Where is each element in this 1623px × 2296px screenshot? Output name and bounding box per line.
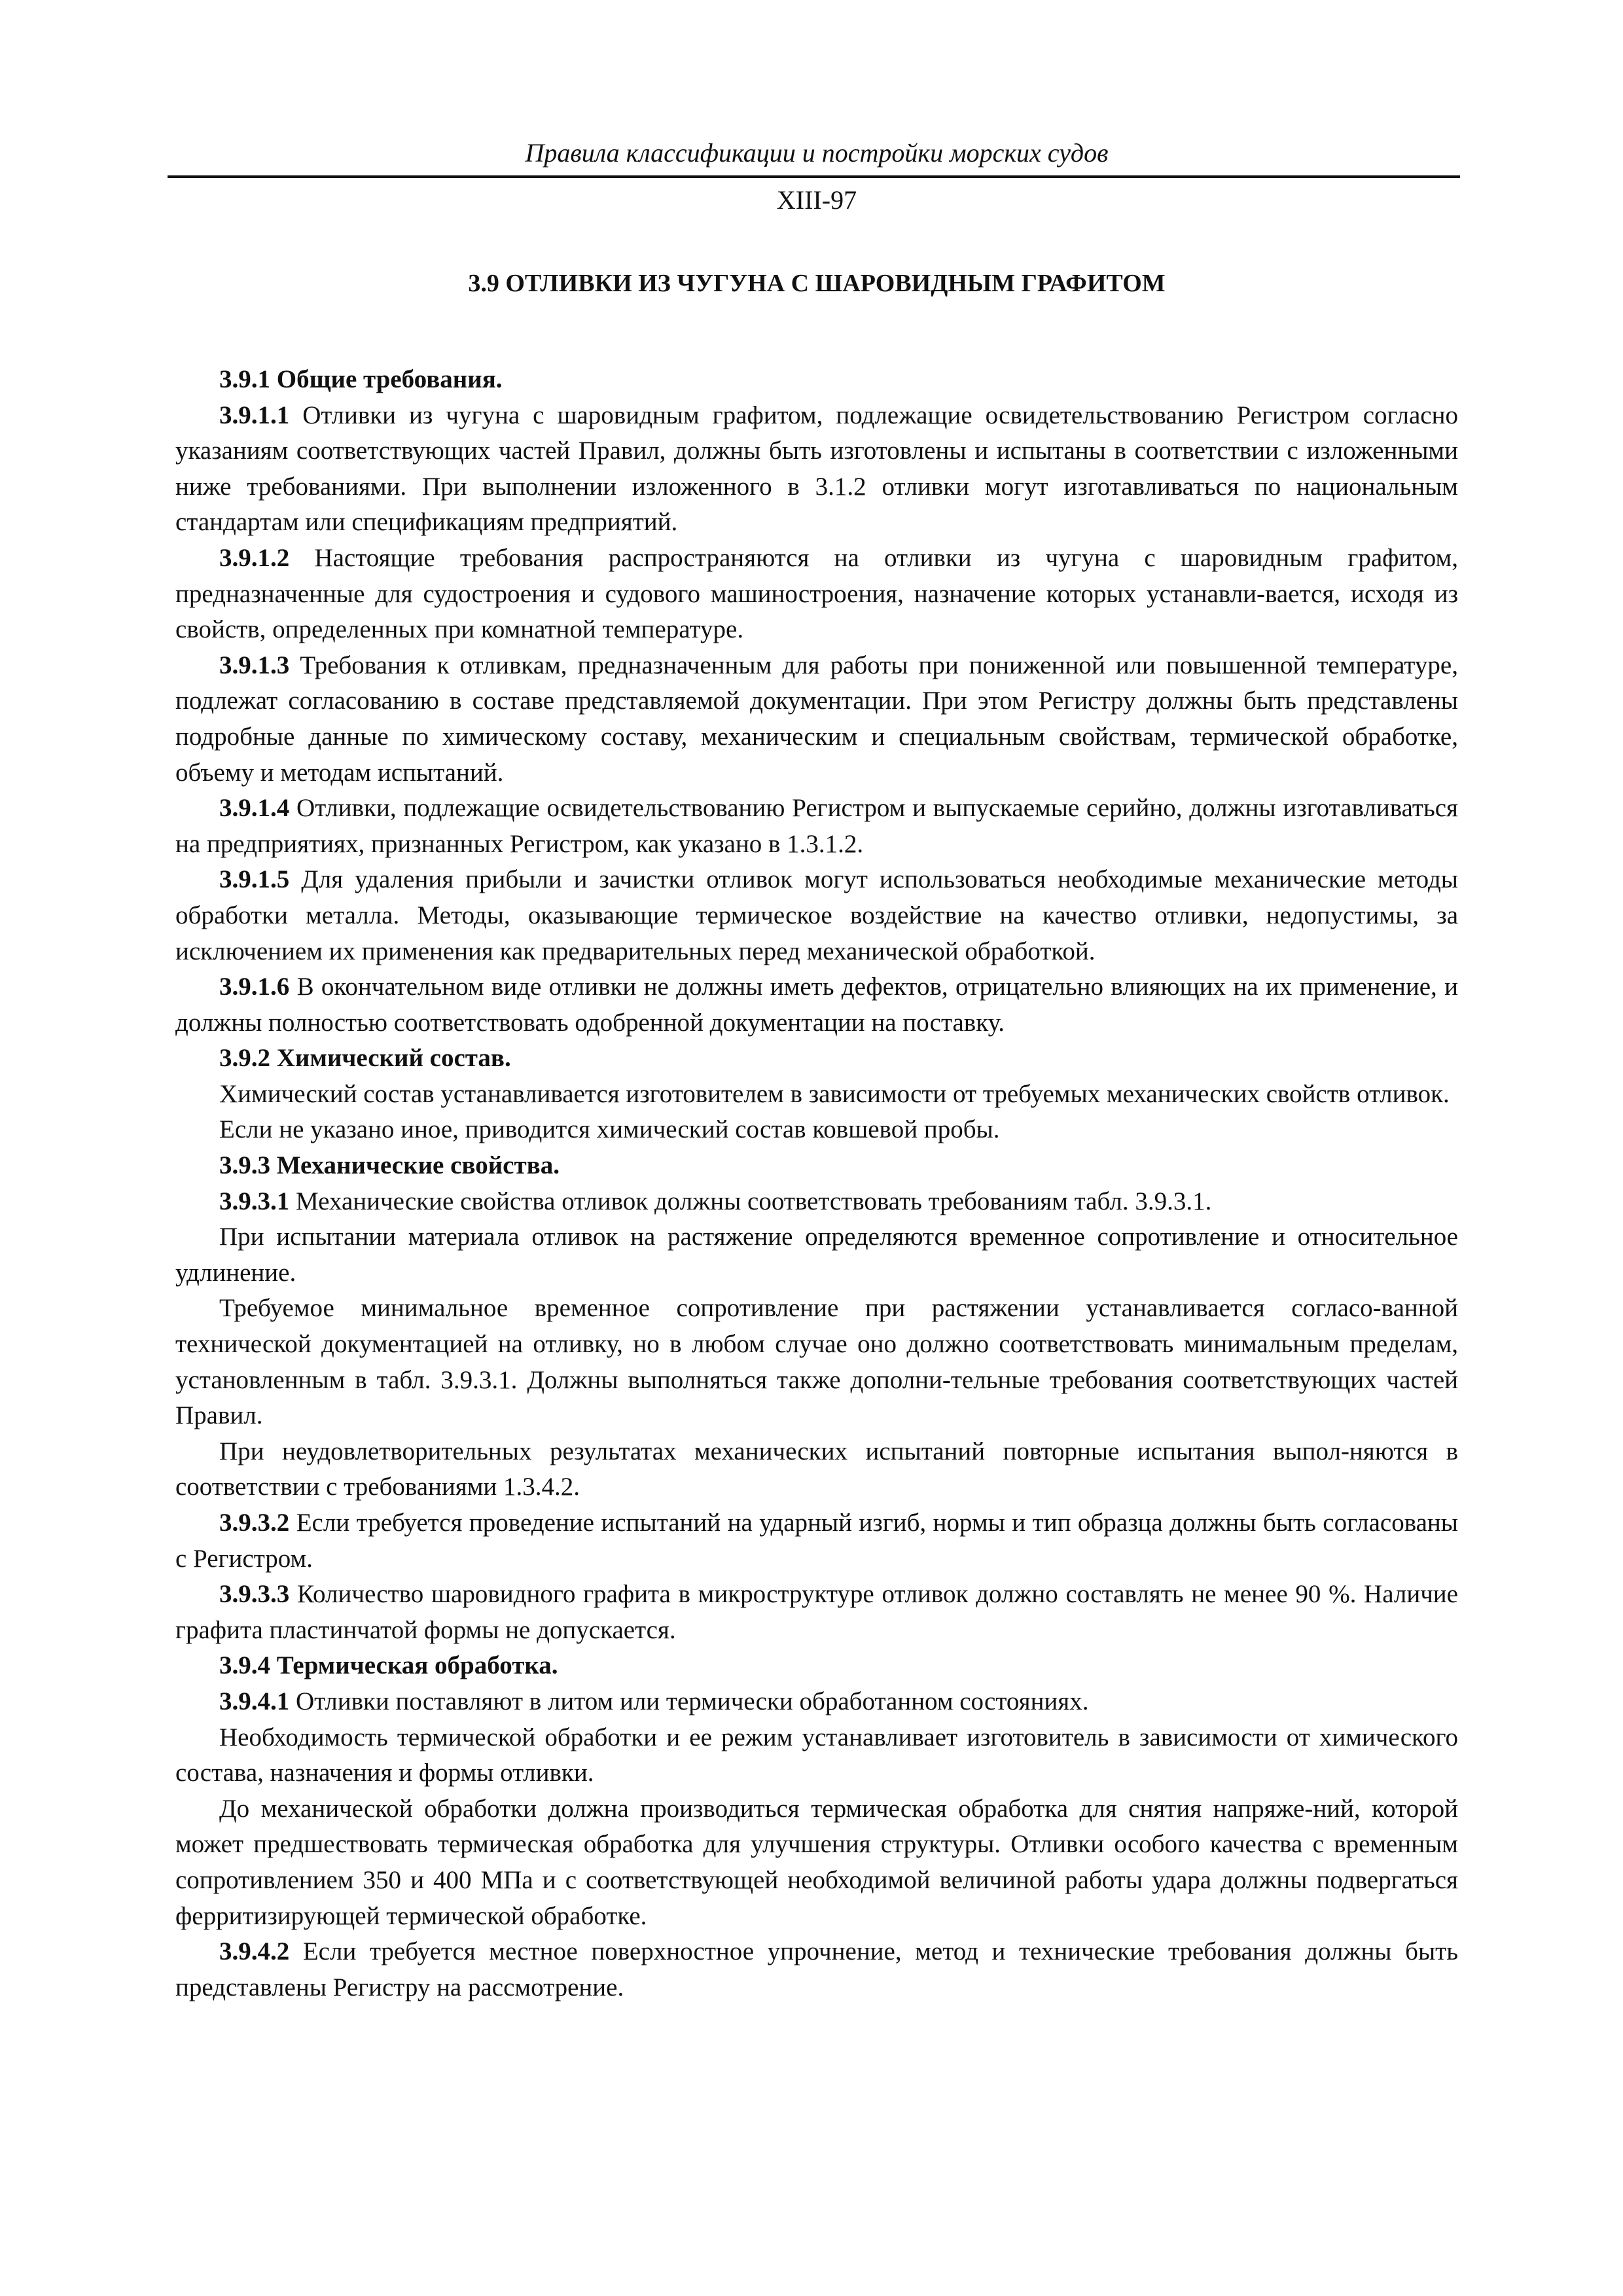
subsection-heading [175, 1648, 1458, 1684]
paragraph [175, 1934, 1458, 2005]
paragraph-text: Отливки из чугуна с шаровидным графитом, подлежащие освидетельствованию Регистром согласно указаниям соответствующих частей Правил, должны быть изготовлены и испытаны в соответствии с изложенными ниже требованиями. При выполнении изложенного в 3.1.2 отливки могут изготавливаться по национальным стандартам или спецификациям предприятий. [175, 401, 1458, 537]
paragraph-text: Настоящие требования распространяются на отливки из чугуна с шаровидным графитом, предназначенные для судостроения и судового машиностроения, назначение которых устанавли-вается, исходя из свойств, определенных при комнатной температуре. [175, 543, 1458, 644]
section-title: 3.9 ОТЛИВКИ ИЗ ЧУГУНА С ШАРОВИДНЫМ ГРАФИТОМ [468, 270, 1166, 297]
paragraph [175, 1077, 1458, 1113]
paragraph-number: 3.9.4.2 [219, 1937, 290, 1966]
paragraph [175, 1684, 1458, 1720]
paragraph-text: При неудовлетворительных результатах механических испытаний повторные испытания выпол-няются в соответствии с требованиями 1.3.4.2. [175, 1437, 1458, 1501]
paragraph-text: В окончательном виде отливки не должны иметь дефектов, отрицательно влияющих на их применение, и должны полностью соответствовать одобренной документации на поставку. [175, 973, 1458, 1037]
paragraph-text: Для удаления прибыли и зачистки отливок могут использоваться необходимые механические методы обработки металла. Методы, оказывающие термическое воздействие на качество отливки, недопустимы, за исключением их применения как предварительных перед механической обработкой. [175, 865, 1458, 965]
paragraph-text: До механической обработки должна производиться термическая обработка для снятия напряже-ний, которой может предшествовать термическая обработка для улучшения структуры. Отливки особого качества с временным сопротивлением 350 и 400 МПа и с соответствующей необходимой величиной работы удара должны подвергаться ферритизирующей термической обработке. [175, 1794, 1458, 1930]
paragraph-number: 3.9.1.4 [219, 794, 290, 823]
paragraph-text: Если не указано иное, приводится химический состав ковшевой пробы. [219, 1115, 1000, 1144]
paragraph [175, 969, 1458, 1041]
paragraph-number: 3.9.4 Термическая обработка. [219, 1651, 558, 1680]
paragraph [175, 1720, 1458, 1791]
paragraph-number: 3.9.1.6 [219, 973, 290, 1001]
paragraph-text: Если требуется местное поверхностное упрочнение, метод и технические требования должны быть представлены Регистру на рассмотрение. [175, 1937, 1458, 2001]
paragraph-number: 3.9.3 Механические свойства. [219, 1151, 560, 1180]
paragraph-number: 3.9.2 Химический состав. [219, 1044, 511, 1073]
paragraph-number: 3.9.3.1 [219, 1187, 290, 1215]
paragraph-number: 3.9.1.1 [219, 401, 290, 429]
paragraph-number: 3.9.1.2 [219, 543, 290, 572]
subsection-heading [175, 362, 1458, 398]
subsection-heading [175, 1148, 1458, 1184]
paragraph-text: Если требуется проведение испытаний на ударный изгиб, нормы и тип образца должны быть согласованы с Регистром. [175, 1509, 1458, 1573]
paragraph [175, 1791, 1458, 1934]
paragraph [175, 791, 1458, 862]
paragraph [175, 541, 1458, 648]
paragraph-text: Необходимость термической обработки и ее режим устанавливает изготовитель в зависимости от химического состава, назначения и формы отливки. [175, 1723, 1458, 1787]
header-divider [168, 175, 1460, 178]
running-header-title: Правила классификации и постройки морских судов [525, 138, 1109, 168]
paragraph [175, 1184, 1458, 1220]
paragraph-number: 3.9.3.2 [219, 1509, 290, 1537]
paragraph [175, 1291, 1458, 1433]
paragraph-text: Количество шаровидного графита в микроструктуре отливок должно составлять не менее 90 %. Наличие графита пластинчатой формы не допускается. [175, 1580, 1458, 1644]
paragraph-number: 3.9.4.1 [219, 1687, 290, 1715]
paragraph [175, 1219, 1458, 1291]
paragraph [175, 648, 1458, 791]
paragraph-text: Требования к отливкам, предназначенным для работы при пониженной или повышенной температуре, подлежат согласованию в составе представляемой документации. При этом Регистру должны быть представлены подробные данные по химическому составу, механическим и специальным свойствам, термической обработке, объему и методам испытаний. [175, 651, 1458, 787]
subsection-heading [175, 1041, 1458, 1077]
paragraph-text: Отливки, подлежащие освидетельствованию Регистром и выпускаемые серийно, должны изготавливаться на предприятиях, признанных Регистром, как указано в 1.3.1.2. [175, 794, 1458, 858]
paragraph [175, 1577, 1458, 1648]
paragraph-number: 3.9.1.5 [219, 865, 290, 894]
paragraph-number: 3.9.3.3 [219, 1580, 290, 1609]
paragraph-text: При испытании материала отливок на растяжение определяются временное сопротивление и относительное удлинение. [175, 1223, 1458, 1287]
paragraph [175, 1434, 1458, 1505]
document-body [175, 362, 1458, 2005]
paragraph-text: Отливки поставляют в литом или термически обработанном состояниях. [289, 1687, 1089, 1715]
paragraph [175, 862, 1458, 969]
paragraph-number: 3.9.1 Общие требования. [219, 365, 503, 393]
paragraph [175, 398, 1458, 541]
paragraph-number: 3.9.1.3 [219, 651, 290, 679]
paragraph-text: Механические свойства отливок должны соответствовать требованиям табл. 3.9.3.1. [289, 1187, 1212, 1215]
paragraph-text: Требуемое минимальное временное сопротивление при растяжении устанавливается согласо-ванной технической документацией на отливку, но в любом случае оно должно соответствовать минимальным пределам, установленным в табл. 3.9.3.1. Должны выполняться также дополни-тельные требования соответствующих частей Правил. [175, 1294, 1458, 1430]
page-number: XIII-97 [776, 185, 857, 215]
paragraph-text: Химический состав устанавливается изготовителем в зависимости от требуемых механических свойств отливок. [219, 1079, 1450, 1108]
paragraph [175, 1112, 1458, 1148]
paragraph [175, 1505, 1458, 1577]
